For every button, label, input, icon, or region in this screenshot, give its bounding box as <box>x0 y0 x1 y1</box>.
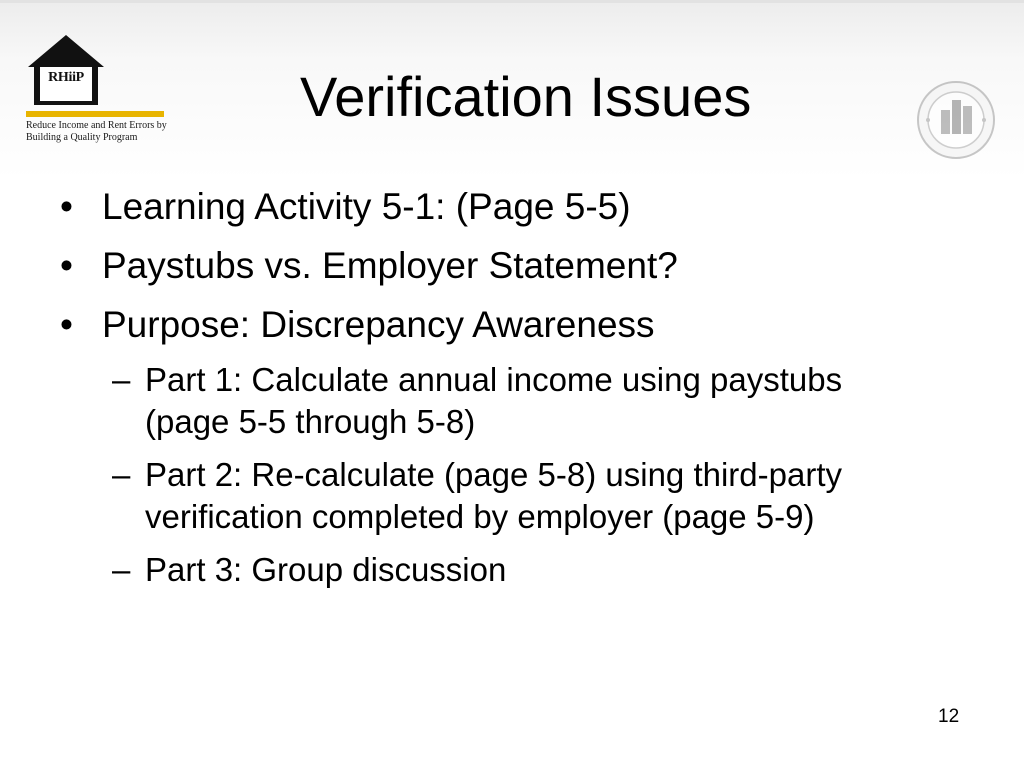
logo-name: RHiiP <box>48 70 84 85</box>
sub-bullet-marker: – <box>112 456 131 493</box>
bullet-text: Purpose: Discrepancy Awareness <box>102 304 655 345</box>
sub-bullet-text: Part 3: Group discussion <box>145 551 507 588</box>
sub-bullet-text: Part 1: Calculate annual income using paystubs (page 5-5 through 5-8) <box>145 361 843 440</box>
bullet-item <box>60 300 940 350</box>
bullet-marker: • <box>60 304 73 345</box>
logo-accent-bar <box>26 111 164 117</box>
sub-bullet-marker: – <box>112 551 131 588</box>
bullet-marker: • <box>60 245 73 286</box>
slide-body <box>60 182 940 602</box>
top-rule <box>0 0 1024 3</box>
bullet-item <box>60 182 940 232</box>
sub-bullet-item <box>60 549 935 591</box>
sub-bullet-item <box>60 454 935 538</box>
slide-title: Verification Issues <box>300 65 752 128</box>
hud-seal-icon <box>916 80 996 160</box>
rhiip-logo <box>26 33 166 163</box>
bullet-text: Learning Activity 5-1: (Page 5-5) <box>102 186 631 227</box>
sub-bullet-marker: – <box>112 361 131 398</box>
page-number: 12 <box>938 706 960 727</box>
logo-tagline: Reduce Income and Rent Errors by Building a Quality Program <box>26 120 167 143</box>
bullet-item <box>60 241 940 291</box>
bullet-text: Paystubs vs. Employer Statement? <box>102 245 678 286</box>
bullet-marker: • <box>60 186 73 227</box>
sub-bullet-item <box>60 359 935 443</box>
sub-bullet-text: Part 2: Re-calculate (page 5-8) using third-party verification completed by employer (page 5-9) <box>145 456 842 535</box>
